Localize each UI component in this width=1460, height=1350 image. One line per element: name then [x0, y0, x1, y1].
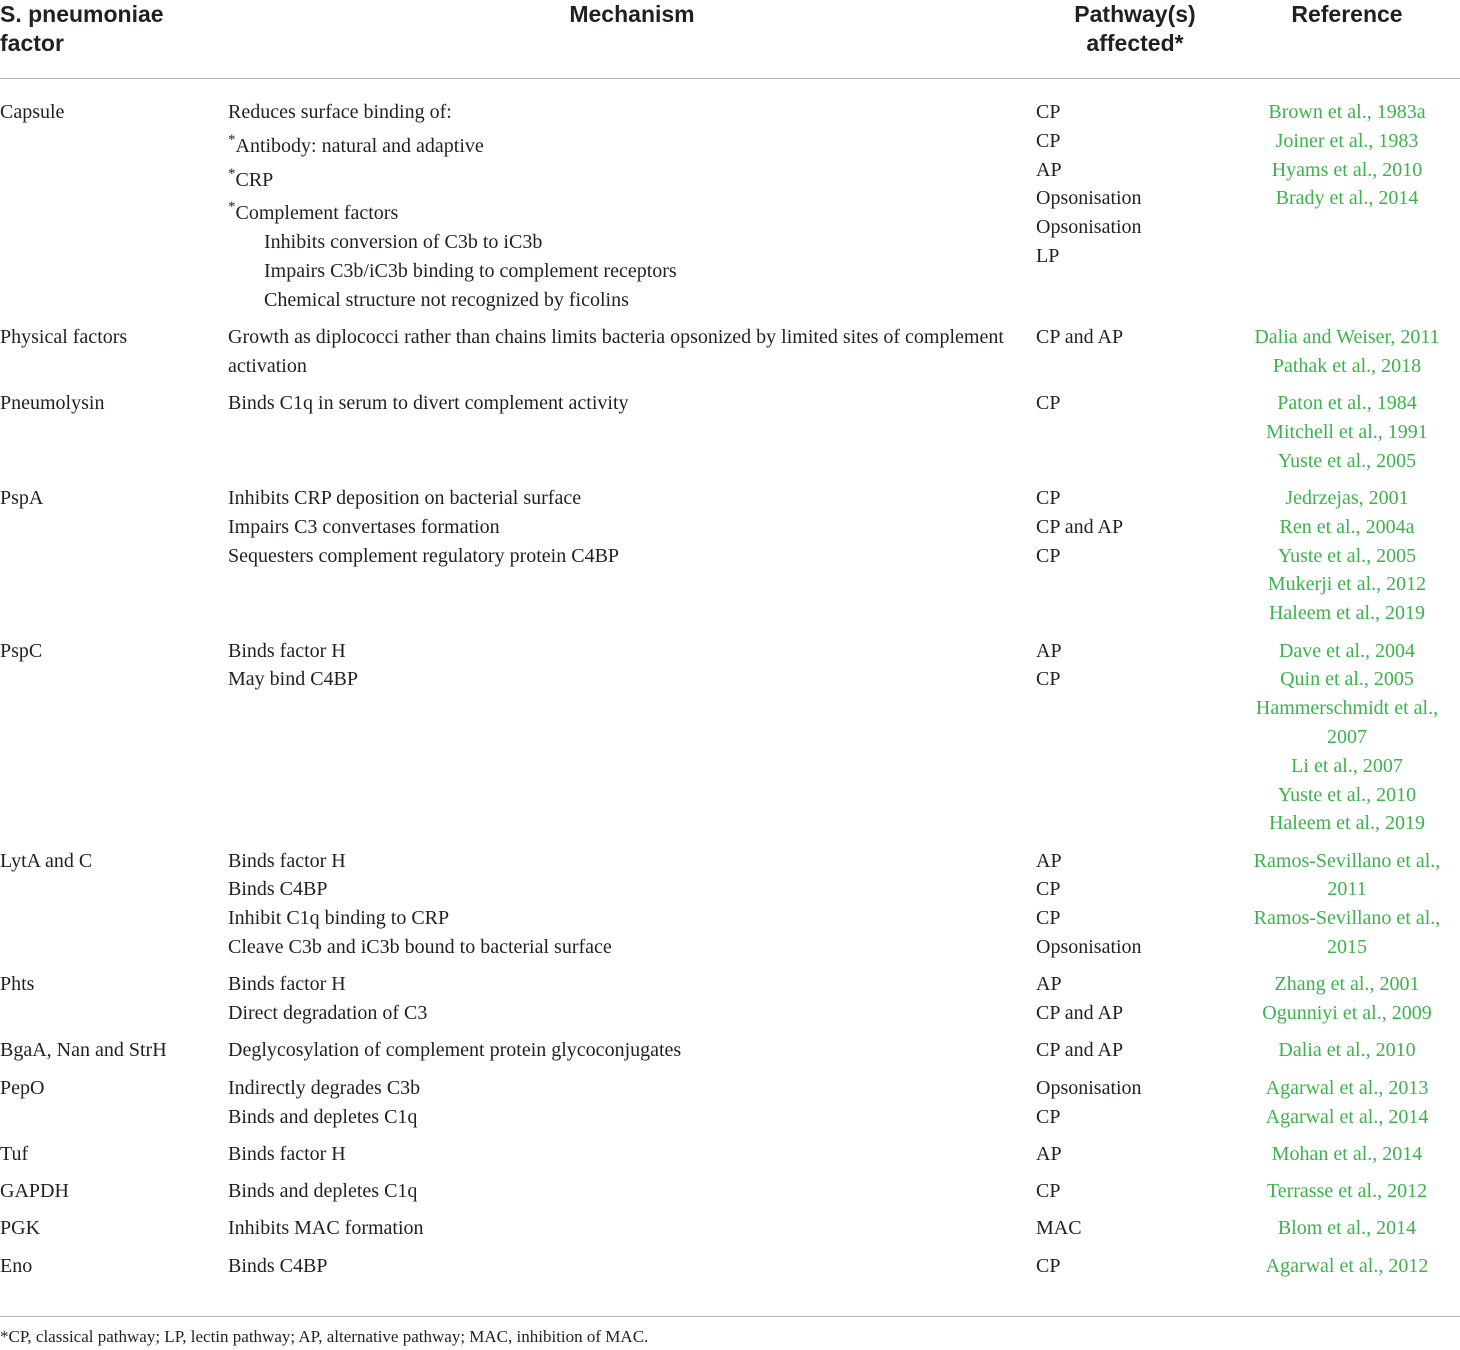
pathway-item: MAC: [1036, 1217, 1082, 1240]
header-pathways: Pathway(s) affected*: [1036, 0, 1234, 79]
pathway-item: CP: [1036, 1105, 1061, 1128]
reference-link[interactable]: Joiner et al., 1983: [1275, 129, 1419, 152]
reference-link[interactable]: Dalia et al., 2010: [1278, 1039, 1416, 1062]
pathway-cell: [1036, 389, 1234, 484]
asterisk-marker: *: [228, 199, 236, 216]
reference-link[interactable]: Yuste et al., 2005: [1277, 544, 1417, 567]
pathway-item: CP: [1036, 392, 1061, 415]
mechanism-line: [228, 1214, 1036, 1243]
pathway-item: LP: [1036, 244, 1060, 267]
reference-link[interactable]: Jedrzejas, 2001: [1285, 487, 1409, 510]
mechanism-line: [228, 323, 1036, 381]
mechanism-cell: [228, 1214, 1036, 1251]
mechanism-text: May bind C4BP: [228, 668, 359, 691]
reference-link[interactable]: Mohan et al., 2014: [1271, 1142, 1423, 1165]
reference-link[interactable]: Ren et al., 2004a: [1279, 515, 1415, 538]
reference-link[interactable]: Ramos-Sevillano et al., 2015: [1253, 907, 1441, 959]
mechanism-text: Binds C4BP: [228, 1254, 328, 1277]
reference-cell: [1234, 484, 1460, 636]
pathway-cell: [1036, 1036, 1234, 1073]
reference-cell: [1234, 79, 1460, 324]
pathway-item: CP: [1036, 544, 1061, 567]
pathway-item: Opsonisation: [1036, 187, 1142, 210]
reference-link[interactable]: Zhang et al., 2001: [1274, 973, 1420, 996]
mechanism-text: Deglycosylation of complement protein glycoconjugates: [228, 1039, 682, 1062]
pathway-item: CP: [1036, 129, 1061, 152]
mechanism-line: [228, 1177, 1036, 1206]
pathway-item: AP: [1036, 973, 1062, 996]
table-row: [0, 1214, 1460, 1251]
mechanism-line: [228, 1074, 1036, 1103]
table-row: [0, 637, 1460, 847]
mechanism-cell: [228, 1074, 1036, 1140]
pathway-item: CP: [1036, 668, 1061, 691]
pathway-cell: [1036, 1140, 1234, 1177]
mechanism-line: [228, 1252, 1036, 1281]
footnote: *CP, classical pathway; LP, lectin pathway; AP, alternative pathway; MAC, inhibition of MAC.: [0, 1327, 649, 1346]
pathway-cell: [1036, 323, 1234, 389]
reference-link[interactable]: Ogunniyi et al., 2009: [1262, 1002, 1432, 1025]
mechanism-line: [228, 161, 1036, 195]
mechanism-line: [228, 389, 1036, 418]
pathway-item: CP and AP: [1036, 1039, 1124, 1062]
asterisk-marker: *: [228, 165, 236, 182]
mechanism-text: Inhibits MAC formation: [228, 1217, 424, 1240]
mechanism-cell: [228, 79, 1036, 324]
mechanism-line: [228, 904, 1036, 933]
reference-cell: [1234, 637, 1460, 847]
mechanism-line: [228, 970, 1036, 999]
mechanism-text: Inhibits conversion of C3b to iC3b: [264, 231, 543, 254]
mechanism-cell: [228, 1036, 1036, 1073]
reference-link[interactable]: Paton et al., 1984: [1277, 392, 1417, 415]
reference-link[interactable]: Terrasse et al., 2012: [1266, 1180, 1428, 1203]
pathway-cell: [1036, 79, 1234, 324]
pathway-item: Opsonisation: [1036, 216, 1142, 239]
mechanism-text: Binds C1q in serum to divert complement activity: [228, 392, 629, 415]
mechanism-line: [228, 127, 1036, 161]
mechanism-text: Chemical structure not recognized by ficolins: [264, 288, 629, 311]
mechanism-line: [228, 484, 1036, 513]
reference-link[interactable]: Mitchell et al., 1991: [1266, 420, 1428, 443]
pathway-cell: [1036, 1252, 1234, 1289]
mechanism-cell: [228, 389, 1036, 484]
mechanism-text: Binds C4BP: [228, 878, 328, 901]
mechanism-cell: [228, 484, 1036, 636]
pathway-item: CP: [1036, 907, 1061, 930]
reference-cell: [1234, 970, 1460, 1036]
reference-link[interactable]: Hyams et al., 2010: [1271, 158, 1423, 181]
pathway-cell: [1036, 637, 1234, 847]
mechanism-line: [228, 1103, 1036, 1132]
mechanism-text: Binds and depletes C1q: [228, 1180, 418, 1203]
table-row: [0, 1252, 1460, 1289]
pathway-cell: [1036, 970, 1234, 1036]
reference-link[interactable]: Dalia and Weiser, 2011: [1254, 326, 1440, 349]
pathway-item: CP and AP: [1036, 515, 1124, 538]
mechanism-text: Antibody: natural and adaptive: [235, 134, 484, 157]
table-row: [0, 323, 1460, 389]
pathway-item: CP: [1036, 487, 1061, 510]
reference-link[interactable]: Dave et al., 2004: [1278, 639, 1416, 662]
reference-link[interactable]: Brady et al., 2014: [1275, 187, 1419, 210]
reference-link[interactable]: Li et al., 2007: [1291, 754, 1403, 777]
table-row: [0, 1074, 1460, 1140]
mechanism-text: CRP: [235, 168, 274, 191]
mechanism-line: [228, 665, 1036, 694]
reference-cell: [1234, 1074, 1460, 1140]
reference-cell: [1234, 389, 1460, 484]
factor-cell: GAPDH: [0, 1180, 69, 1203]
mechanism-text: Impairs C3 convertases formation: [228, 515, 500, 538]
mechanism-cell: [228, 323, 1036, 389]
pathway-item: CP: [1036, 1180, 1061, 1203]
pathway-item: AP: [1036, 849, 1062, 872]
table-row: [0, 970, 1460, 1036]
reference-link[interactable]: Quin et al., 2005: [1280, 668, 1414, 691]
mechanism-text: Direct degradation of C3: [228, 1002, 428, 1025]
factor-cell: Pneumolysin: [0, 392, 105, 415]
mechanism-cell: [228, 1140, 1036, 1177]
mechanism-text: Complement factors: [235, 202, 399, 225]
mechanism-line: [228, 194, 1036, 228]
header-reference: Reference: [1234, 0, 1460, 79]
mechanism-text: Inhibits CRP deposition on bacterial surface: [228, 487, 582, 510]
mechanism-text: Binds factor H: [228, 1142, 346, 1165]
mechanism-line: [228, 847, 1036, 876]
pathway-item: CP and AP: [1036, 1002, 1124, 1025]
factor-cell: Capsule: [0, 101, 65, 123]
table-row: [0, 1177, 1460, 1214]
reference-link[interactable]: Hammerschmidt et al., 2007: [1255, 697, 1439, 748]
mechanism-cell: [228, 637, 1036, 847]
mechanism-line: [228, 286, 1036, 315]
reference-link[interactable]: Yuste et al., 2010: [1277, 783, 1417, 806]
reference-cell: [1234, 1214, 1460, 1251]
mechanism-text: Inhibit C1q binding to CRP: [228, 907, 450, 930]
pathway-item: AP: [1036, 639, 1062, 662]
mechanism-line: [228, 1036, 1036, 1065]
mechanism-text: Sequesters complement regulatory protein C4BP: [228, 544, 620, 567]
reference-cell: [1234, 1252, 1460, 1289]
mechanism-line: [228, 542, 1036, 571]
table-row: [0, 1036, 1460, 1073]
pathway-item: Opsonisation: [1036, 936, 1142, 959]
table-row: [0, 1140, 1460, 1177]
reference-cell: [1234, 1140, 1460, 1177]
reference-link[interactable]: Agarwal et al., 2014: [1265, 1105, 1429, 1128]
mechanism-line: [228, 999, 1036, 1028]
mechanism-line: [228, 257, 1036, 286]
pathway-item: CP: [1036, 878, 1061, 901]
factor-cell: Eno: [0, 1254, 33, 1277]
reference-link[interactable]: Yuste et al., 2005: [1277, 449, 1417, 472]
reference-link[interactable]: Blom et al., 2014: [1277, 1217, 1417, 1240]
factor-cell: PGK: [0, 1217, 41, 1240]
reference-link[interactable]: Haleem et al., 2019: [1268, 812, 1426, 835]
table-row: [0, 79, 1460, 324]
factor-cell: PspC: [0, 639, 43, 662]
mechanism-cell: [228, 847, 1036, 971]
reference-link[interactable]: Brown et al., 1983a: [1268, 101, 1426, 123]
mechanism-text: Binds factor H: [228, 849, 346, 872]
reference-link[interactable]: Pathak et al., 2018: [1272, 354, 1422, 377]
reference-link[interactable]: Mukerji et al., 2012: [1267, 573, 1427, 596]
mechanism-line: [228, 637, 1036, 666]
mechanism-line: [228, 98, 1036, 127]
pathway-item: CP: [1036, 101, 1061, 123]
factor-cell: PepO: [0, 1076, 45, 1099]
pathway-item: CP: [1036, 1254, 1061, 1277]
table-body: [0, 79, 1460, 1289]
reference-cell: [1234, 1036, 1460, 1073]
mechanism-text: Indirectly degrades C3b: [228, 1076, 421, 1099]
table-row: [0, 389, 1460, 484]
pathway-cell: [1036, 847, 1234, 971]
pathway-cell: [1036, 1074, 1234, 1140]
pathway-item: AP: [1036, 158, 1062, 181]
factor-cell: LytA and C: [0, 849, 93, 872]
table-row: [0, 847, 1460, 971]
reference-cell: [1234, 847, 1460, 971]
reference-link[interactable]: Agarwal et al., 2013: [1265, 1076, 1429, 1099]
header-row: [0, 0, 1460, 79]
pathway-cell: [1036, 1177, 1234, 1214]
mechanism-text: Impairs C3b/iC3b binding to complement receptors: [264, 259, 677, 282]
asterisk-marker: *: [228, 131, 236, 148]
mechanism-cell: [228, 1177, 1036, 1214]
pathway-item: Opsonisation: [1036, 1076, 1142, 1099]
table-row: [0, 484, 1460, 636]
factor-cell: Phts: [0, 973, 35, 996]
mechanism-line: [228, 933, 1036, 962]
header-factor: S. pneumoniae factor: [0, 0, 228, 79]
mechanism-line: [228, 228, 1036, 257]
reference-cell: [1234, 323, 1460, 389]
reference-link[interactable]: Ramos-Sevillano et al., 2011: [1253, 849, 1441, 901]
mechanism-text: Growth as diplococci rather than chains limits bacteria opsonized by limited sites of complement activation: [228, 326, 1004, 377]
factor-cell: Tuf: [0, 1142, 29, 1165]
factor-cell: Physical factors: [0, 326, 128, 349]
pathway-cell: [1036, 484, 1234, 636]
bottom-rule: [0, 1316, 1460, 1317]
mechanism-text: Cleave C3b and iC3b bound to bacterial surface: [228, 936, 612, 959]
pathway-cell: [1036, 1214, 1234, 1251]
factor-cell: BgaA, Nan and StrH: [0, 1039, 167, 1062]
header-mechanism: Mechanism: [228, 0, 1036, 79]
reference-link[interactable]: Agarwal et al., 2012: [1265, 1254, 1429, 1277]
mechanism-text: Binds factor H: [228, 639, 346, 662]
reference-link[interactable]: Haleem et al., 2019: [1268, 602, 1426, 625]
mechanism-line: [228, 1140, 1036, 1169]
pathway-item: CP and AP: [1036, 326, 1124, 349]
pathway-item: AP: [1036, 1142, 1062, 1165]
mechanism-line: [228, 513, 1036, 542]
mechanism-cell: [228, 970, 1036, 1036]
mechanism-line: [228, 875, 1036, 904]
mechanism-text: Reduces surface binding of:: [228, 101, 452, 123]
factor-cell: PspA: [0, 487, 44, 510]
mechanism-text: Binds and depletes C1q: [228, 1105, 418, 1128]
reference-cell: [1234, 1177, 1460, 1214]
mechanism-cell: [228, 1252, 1036, 1289]
mechanism-text: Binds factor H: [228, 973, 346, 996]
